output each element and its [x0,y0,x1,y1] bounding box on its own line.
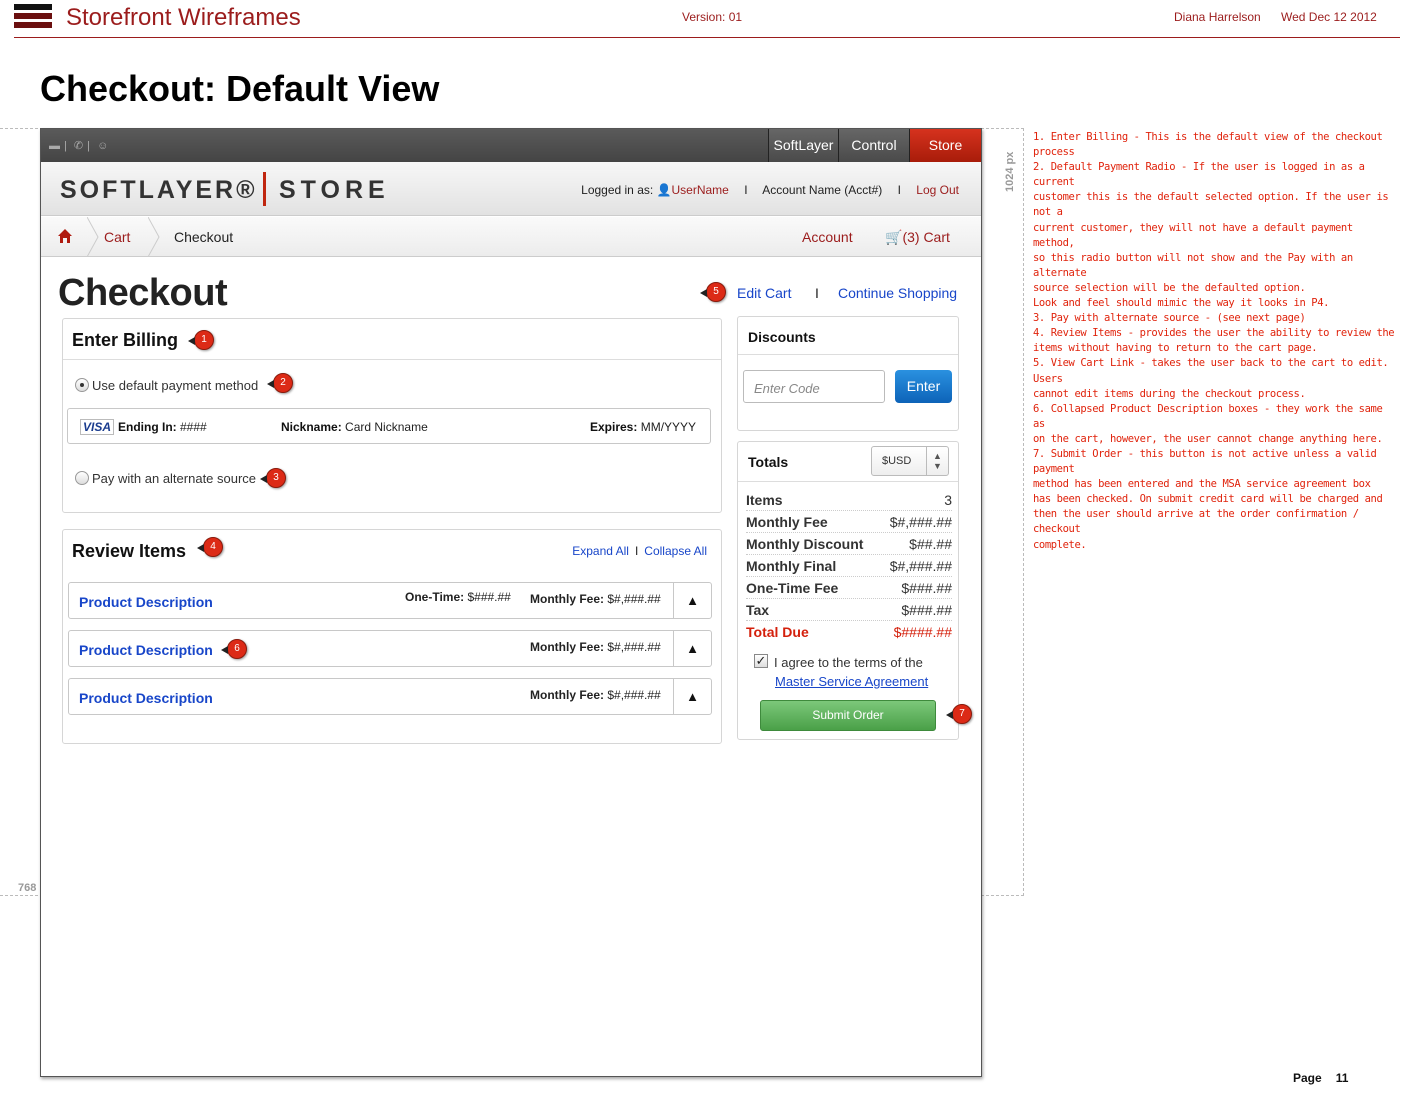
edit-cart-link[interactable]: Edit Cart [737,285,792,301]
link-separator: I [744,183,748,197]
note-line: 6. Collapsed Product Description boxes - they work the same as [1033,402,1383,430]
top-nav-bar [41,129,981,162]
document-title: Storefront Wireframes [66,4,301,31]
totals-row [746,489,952,511]
annotation-badge-5: 5 [706,282,726,302]
totals-row [746,533,952,555]
alternate-source-label[interactable]: Pay with an alternate source [92,471,257,486]
discounts-panel [737,316,959,431]
cart-link[interactable] [885,229,950,246]
cart-link-label: (3) Cart [902,229,950,245]
note-line: 4. Review Items - provides the user the ability to review the [1033,327,1395,340]
totals-row-label: Monthly Final [746,558,837,574]
onetime-fee [405,590,511,604]
note-line: so this radio button will not show and the Pay with an alternate [1033,251,1353,279]
monthly-fee [530,688,661,702]
agree-label: I agree to the terms of the [774,655,923,670]
page-number: 11 [1335,1071,1349,1085]
totals-row [746,555,952,577]
continue-shopping-link[interactable]: Continue Shopping [838,285,958,301]
document-version: Version: 01 [682,10,743,24]
billing-panel [62,318,722,513]
submit-order-button[interactable]: Submit Order [760,700,936,731]
note-line: 1. Enter Billing - This is the default view of the checkout process [1033,131,1383,159]
user-links [581,183,959,197]
account-link[interactable]: Account [802,229,853,245]
document-header [0,0,1404,40]
card-ending-value: #### [180,420,207,434]
note-line: 3. Pay with alternate source - (see next page) [1033,312,1306,325]
totals-row [746,599,952,621]
softlayer-logo[interactable]: SOFTLAYER® [60,176,258,204]
monthly-fee-label: Monthly Fee: [530,688,604,702]
annotation-badge-4: 4 [203,537,223,557]
annotation-notes [1033,130,1398,553]
note-line: has been checked. On submit credit card will be charged and [1033,493,1383,506]
tab-store[interactable]: Store [909,129,981,162]
expand-collapse-links [572,544,707,558]
totals-row-label: Tax [746,602,770,618]
document-author: Diana Harrelson [1174,10,1261,24]
totals-row-value: 3 [944,492,952,508]
phone-icon[interactable]: ✆ [73,140,84,152]
logout-link[interactable]: Log Out [916,183,959,197]
monthly-fee [530,592,661,606]
totals-row-label: One-Time Fee [746,580,839,596]
link-separator: I [897,183,901,197]
card-expires-value: MM/YYYY [640,420,697,434]
billing-title: Enter Billing [72,330,179,350]
store-logo-text: STORE [279,176,390,204]
totals-row-value: $##.## [909,536,952,552]
saved-card [67,408,711,444]
product-row[interactable] [68,582,712,619]
monthly-fee-value: $#,###.## [607,592,661,606]
menu-icon[interactable] [14,4,52,31]
cart-icon: 🛒 [885,229,903,245]
page-label: Page [1293,1071,1322,1085]
total-due-value: $####.## [893,624,952,640]
card-nickname-label: Nickname: [281,420,342,434]
note-line: items without having to return to the cart page. [1033,342,1318,355]
totals-panel [737,441,959,740]
annotation-badge-2: 2 [273,373,293,393]
totals-row [746,511,952,533]
wireframe-frame [40,128,982,1077]
total-due-label: Total Due [746,624,809,640]
header-divider [14,37,1400,38]
card-ending-label: Ending In: [118,420,177,434]
annotation-badge-3: 3 [266,468,286,488]
link-separator: I [815,285,819,301]
discount-code-input[interactable]: Enter Code [743,370,885,403]
user-icon: 👤 [656,183,672,197]
note-line: complete. [1033,538,1087,551]
checkout-title: Checkout [58,272,228,314]
totals-title: Totals [748,454,789,470]
card-nickname-value: Card Nickname [345,420,428,434]
page-heading: Checkout: Default View [40,68,440,109]
note-line: on the cart, however, the user cannot change anything here. [1033,432,1383,445]
expand-toggle-icon[interactable]: ▲ [673,583,711,618]
breadcrumb [41,217,981,257]
total-due-row [746,621,952,643]
tab-softlayer[interactable]: SoftLayer [768,129,838,162]
expand-toggle-icon[interactable]: ▲ [673,631,711,666]
totals-row-label: Monthly Fee [746,514,828,530]
currency-select[interactable] [871,446,949,476]
totals-row-label: Monthly Discount [746,536,864,552]
note-line: cannot edit items during the checkout process. [1033,387,1306,400]
totals-row-value: $#,###.## [889,514,952,530]
note-line: current customer, they will not have a default payment method, [1033,221,1353,249]
breadcrumb-cart[interactable]: Cart [104,229,131,245]
visa-icon: VISA [80,419,114,435]
account-name[interactable]: Account Name (Acct#) [762,183,883,197]
username-link[interactable]: UserName [671,183,729,197]
agree-checkbox[interactable]: ✓ [755,653,767,668]
note-line: source selection will be the defaulted option. [1033,281,1306,294]
note-line: customer this is the default selected option. If the user is not a [1033,191,1389,219]
totals-row-value: $###.## [901,602,952,618]
monthly-fee-label: Monthly Fee: [530,640,604,654]
users-icon[interactable]: ☺ [97,140,109,152]
totals-row-value: $###.## [901,580,952,596]
page-footer [1293,1071,1348,1085]
note-line: Look and feel should mimic the way it looks in P4. [1033,297,1330,310]
monthly-fee-value: $#,###.## [607,688,661,702]
review-items-panel [62,529,722,744]
review-items-title: Review Items [72,541,187,561]
annotation-badge-1: 1 [194,330,214,350]
note-line: 5. View Cart Link - takes the user back to the cart to edit. Users [1033,357,1389,385]
note-line: method has been entered and the MSA service agreement box [1033,478,1371,491]
tab-control[interactable]: Control [838,129,909,162]
card-ending [118,420,207,434]
breadcrumb-checkout: Checkout [174,229,234,245]
breadcrumb-chevron [87,217,99,257]
monthly-fee [530,640,661,654]
totals-row [746,577,952,599]
card-expires [590,420,696,434]
guide-width-label: 1024 px [1004,151,1016,192]
annotation-badge-7: 7 [952,704,972,724]
default-payment-label[interactable]: Use default payment method [92,378,259,393]
apply-discount-button[interactable]: Enter [895,370,952,403]
document-date: Wed Dec 12 2012 [1281,10,1377,24]
totals-row-value: $#,###.## [889,558,952,574]
monthly-fee-label: Monthly Fee: [530,592,604,606]
link-separator: I [634,544,639,558]
top-utility-icons: ▬ | ✆ | ☺ [49,140,109,152]
panel-divider [738,354,958,355]
onetime-fee-value: $###.## [467,590,511,604]
collapse-all-link[interactable]: Collapse All [644,544,707,558]
select-arrows-icon: ▲ ▼ [926,447,948,475]
annotation-badge-6: 6 [227,639,247,659]
note-line: 7. Submit Order - this button is not active unless a valid payment [1033,447,1377,476]
discounts-title: Discounts [748,329,816,345]
logo-divider [263,172,266,206]
expand-all-link[interactable]: Expand All [572,544,629,558]
totals-row-label: Items [746,492,783,508]
brand-bar [41,162,981,216]
chat-icon[interactable]: ▬ [49,140,60,152]
onetime-fee-label: One-Time: [405,590,465,604]
product-row[interactable] [68,678,712,715]
card-expires-label: Expires: [590,420,638,434]
guide-height-label: 768 [18,882,37,894]
product-row[interactable] [68,630,712,667]
product-name[interactable]: Product Description [79,690,213,706]
product-name[interactable]: Product Description [79,594,213,610]
breadcrumb-chevron [148,217,160,257]
note-line: then the user should arrive at the order confirmation / checkout [1033,508,1359,536]
product-name[interactable]: Product Description [79,642,213,658]
logged-in-label: Logged in as: [581,183,654,197]
card-nickname [281,420,428,434]
expand-toggle-icon[interactable]: ▲ [673,679,711,714]
panel-divider [738,481,958,482]
alternate-source-radio[interactable] [75,471,89,485]
currency-value: $USD [882,455,912,467]
note-line: 2. Default Payment Radio - If the user is logged in as a current [1033,161,1365,189]
default-payment-radio[interactable] [75,378,89,392]
msa-link[interactable]: Master Service Agreement [775,674,929,689]
panel-divider [63,359,721,360]
monthly-fee-value: $#,###.## [607,640,661,654]
home-icon[interactable] [57,228,73,244]
